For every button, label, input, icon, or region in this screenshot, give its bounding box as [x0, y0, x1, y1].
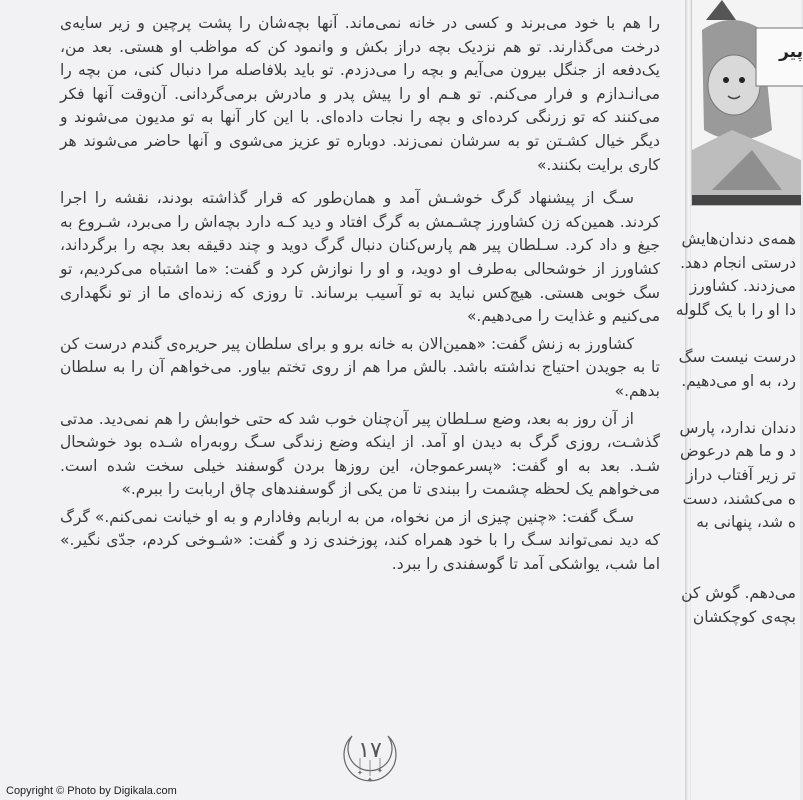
- text-line: بچه‌ی کوچکشان: [692, 607, 796, 626]
- text-line: دا او را با یک گلوله: [675, 300, 796, 319]
- text-line: ه می‌کشند، دست: [682, 489, 796, 508]
- text-line: درست نیست سگ: [678, 347, 796, 366]
- svg-text:✦: ✦: [367, 776, 373, 784]
- text-line: رد، به او می‌دهیم.: [681, 371, 796, 390]
- paragraph-1: را هم با خود می‌برند و کسی در خانه نمی‌ماند. آنها بچه‌شان را پشت پرچین و زیر سایه‌ی درخت می‌گذارند. تو هم نزدیک بچه دراز بکش و وانمود کن که مواظب او هستی. بعد من، یک‌دفعه از جنگل بیرون می‌آیم و بچه را می‌دزدم. تو باید بلافاصله مرا دنبال کنی، من بچه را می‌انـدازم و فرار می‌کنم. تو هـم او را پیش پدر و مادرش برمی‌گردانی. آن‌وقت آنها فکر می‌کنند که تو زرنگی کرده‌ای و بچه را نجات داده‌ای. با این کار آنها به تو مدیون می‌شوند و دیگر خیال کشـتن تو به سرشان نمی‌زند. دوباره تو عزیز می‌شوی و آنها حاضر می‌شوند هر کاری برایت بکنند.»: [60, 14, 660, 174]
- text-line: ه شد، پنهانی به: [696, 513, 796, 532]
- text-line: تر زیر آفتاب دراز: [686, 465, 796, 484]
- text-line: می‌دهم. گوش کن: [681, 583, 796, 602]
- copyright-text: Copyright © Photo by Digikala.com: [6, 785, 177, 797]
- svg-text:✦: ✦: [357, 769, 363, 777]
- right-page: [675, 0, 803, 800]
- illustration-title: پیر: [779, 42, 803, 62]
- text-line: [666, 393, 796, 417]
- paragraph-5: سـگ گفت: «چنین چیزی از من نخواه، من به اربابم وفادارم و به او خیانت نمی‌کنم.» گرگ که دید نمی‌تواند سـگ را با خود همراه کند، پوزخندی زد و گفت: «شـوخی کردم، جدّی نگیر.» اما شب، یواشکی آمد تا گوسفندی را ببرد.: [60, 507, 660, 574]
- next-page-text: [666, 228, 796, 629]
- paragraph-2: سـگ از پیشنهاد گرگ خوشـش آمد و همان‌طور که قرار گذاشته بودند، نقشه را اجرا کردند. همین‌که زن کشاورز چشـمش به گرگ افتاد و دید کـه دارد بچه‌اش را می‌برد، شـروع به جیغ و داد کرد. سـلطان پیر هم پارس‌کنان دنبال گرگ دوید و چند دقیقه بعد بچه را برگرداند، کشاورز از خوشحالی به‌طرف او دوید، و او را نوازش کرد و گفت: «ما اشتباه می‌کردیم، تو سگ خوبی هستی. هیچ‌کس نباید به تو آسیب برساند. تا روزی که زنده‌ای ما از تو نگهداری می‌کنیم و غذایت را می‌دهیم.»: [60, 189, 660, 326]
- illustration-drawing: [692, 0, 801, 205]
- paragraph-3: کشاورز به زنش گفت: «همین‌الان به خانه برو و برای سلطان پیر حریره‌ی گندم درست کن تا به جویدن احتیاج نداشته باشد. بالش مرا هم از روی تختم بیاور. می‌خواهم آن را به سلطان بدهم.»: [60, 334, 660, 400]
- text-line: دندان ندارد، پارس: [679, 418, 796, 437]
- illustration: [691, 0, 801, 206]
- text-line: درستی انجام دهد.: [680, 253, 796, 272]
- text-line: همه‌ی دندان‌هایش: [681, 230, 796, 248]
- text-line: د و ما هم درعوض: [680, 442, 796, 461]
- paragraph-4: از آن روز به بعد، وضع سـلطان پیر آن‌چنان خوب شد که حتی خوابش را هم نمی‌دید. مدتی گذشـت، روزی گرگ به دیدن او آمد. از اینکه وضع زندگی سـگ روبه‌راه شـده بود خوشحال شـد. بعد به او گفت: «پسرعموجان، این روزها بردن گوسفند خیلی سخت شده است. می‌خواهم یک لحظه چشمت را ببندی تا من یکی از گوسفندهای چاق اربابت را ببرم.»: [60, 409, 660, 499]
- text-line: [666, 535, 796, 559]
- page-number: ۱۷: [358, 738, 382, 763]
- svg-text:✦: ✦: [377, 767, 383, 775]
- text-line: [666, 558, 796, 582]
- text-line: می‌زدند. کشاورز: [689, 277, 796, 296]
- text-line: [666, 322, 796, 346]
- story-text: [60, 12, 660, 581]
